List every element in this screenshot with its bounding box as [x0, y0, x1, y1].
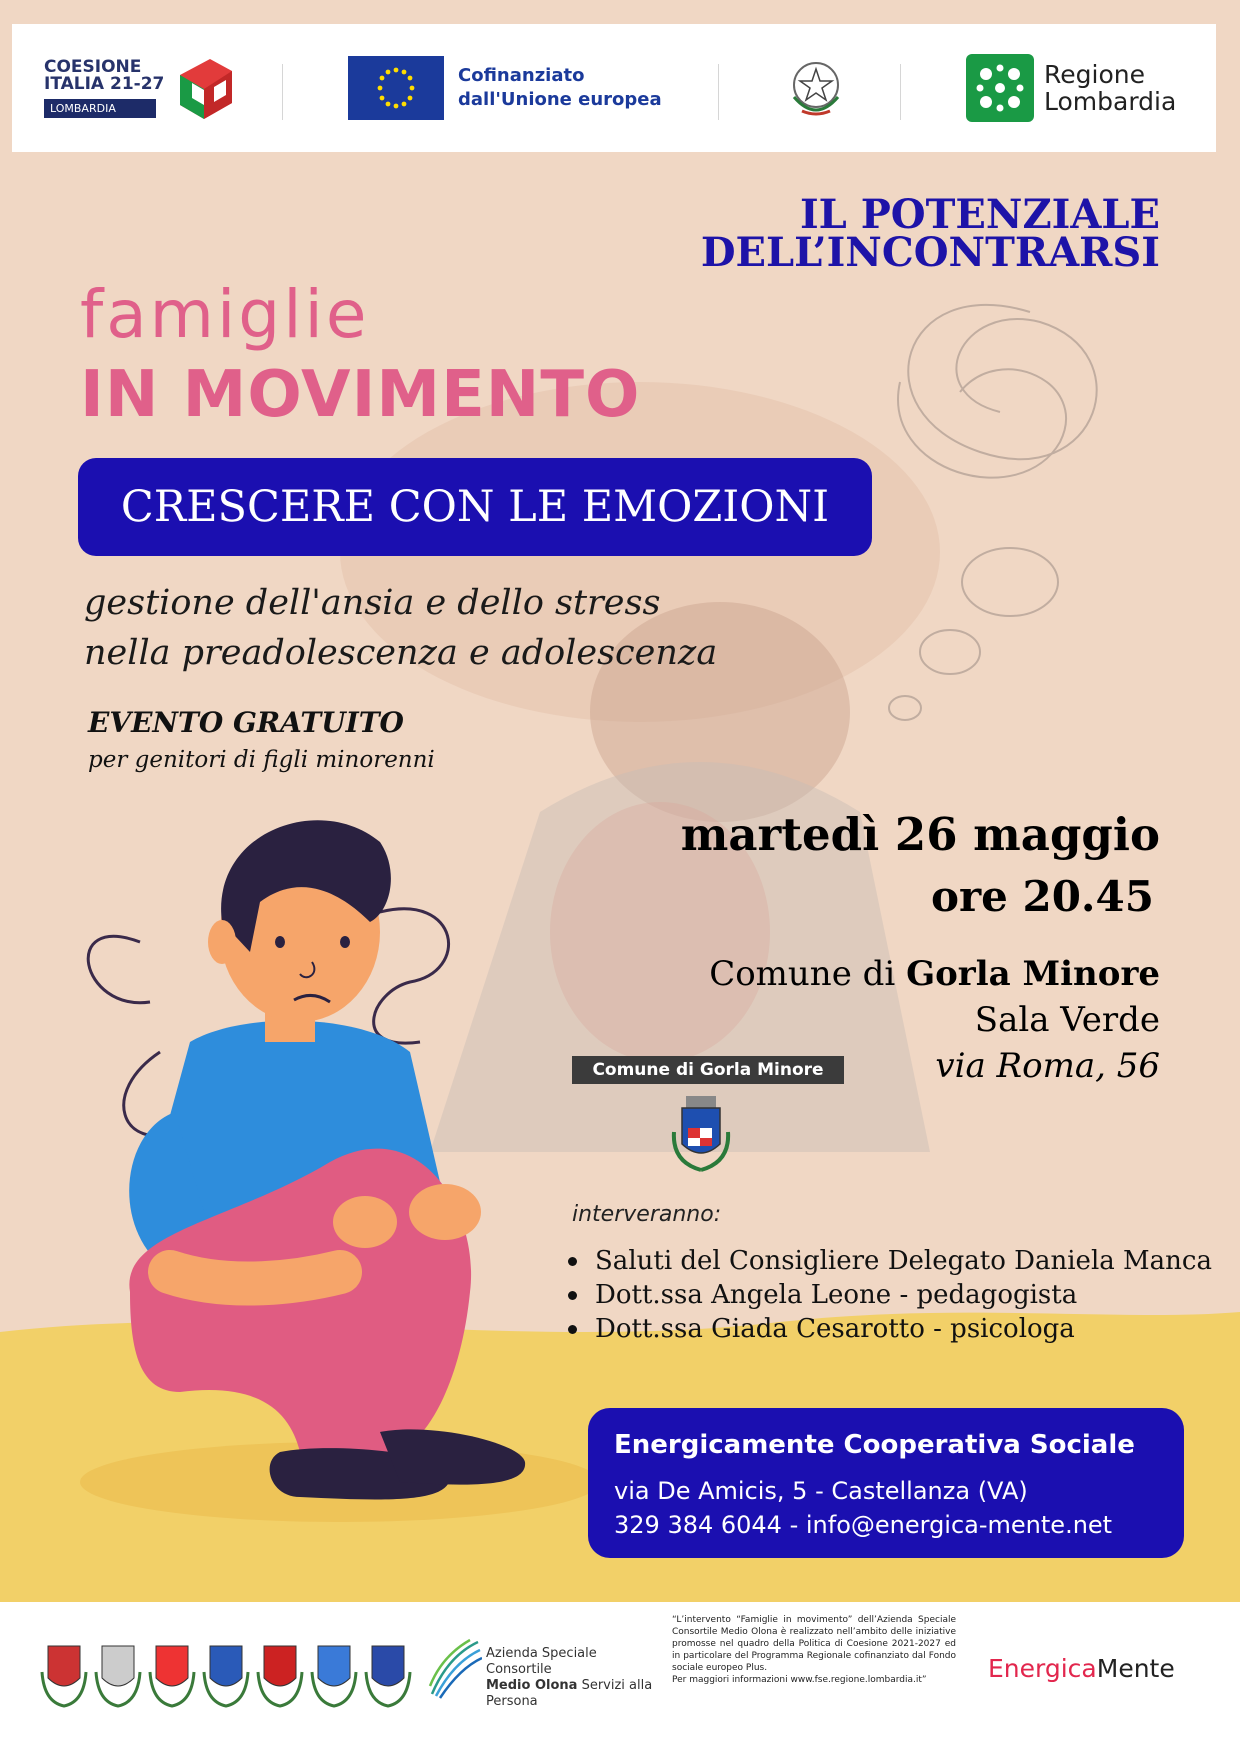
event-title: CRESCERE CON LE EMOZIONI — [120, 482, 830, 532]
crest-icon — [204, 1646, 248, 1706]
eu-flag-icon — [348, 56, 444, 120]
medio-olona-icon — [428, 1636, 482, 1700]
crest-icon — [312, 1646, 356, 1706]
bullet-icon — [568, 1291, 577, 1300]
venue-hall: Sala Verde — [974, 1000, 1160, 1040]
footer — [0, 1602, 1240, 1754]
rosa-camuna-icon — [966, 54, 1034, 122]
venue-town: Gorla Minore — [906, 954, 1160, 994]
medio-line1: Azienda Speciale Consortile — [486, 1646, 597, 1677]
speakers-label: interveranno: — [572, 1202, 722, 1227]
comune-badge: Comune di Gorla Minore — [572, 1056, 844, 1084]
funding-disclaimer — [672, 1614, 956, 1686]
project-title — [700, 191, 1160, 276]
crest-icon — [366, 1646, 410, 1706]
project-title-line2: DELL’INCONTRARSI — [700, 229, 1160, 276]
crest-icon — [258, 1646, 302, 1706]
brand-famiglie: famiglie — [80, 276, 370, 353]
em-logo-part2: Mente — [1096, 1654, 1175, 1683]
coesione-cube-icon — [170, 53, 236, 123]
subtitle-line1: gestione dell'ansia e dello stress — [84, 583, 661, 623]
speakers-list — [568, 1244, 1212, 1346]
speaker-text: Dott.ssa Giada Cesarotto - psicologa — [595, 1314, 1075, 1344]
coesione-line2: ITALIA 21-27 — [44, 73, 165, 94]
municipality-crests — [40, 1632, 420, 1712]
crest-icon — [42, 1646, 86, 1706]
list-item — [568, 1312, 1212, 1346]
brand-in-movimento: IN MOVIMENTO — [80, 358, 641, 432]
eu-cofunded-logo — [348, 24, 662, 152]
eu-line2: dall'Unione europea — [458, 89, 662, 110]
coesione-line1: COESIONE — [44, 56, 142, 77]
speaker-text: Dott.ssa Angela Leone - pedagogista — [595, 1280, 1078, 1310]
medio-line3: Persona — [486, 1694, 538, 1709]
disclaimer-link[interactable]: Per maggiori informazioni www.fse.regione.lombardia.it” — [672, 1675, 927, 1685]
medio-line2-rest: Servizi alla — [577, 1678, 653, 1693]
venue-address: via Roma, 56 — [935, 1046, 1160, 1086]
contact-address: via De Amicis, 5 - Castellanza (VA) — [614, 1477, 1028, 1505]
divider — [900, 64, 901, 120]
contact-box — [588, 1408, 1184, 1558]
eu-line1: Cofinanziato — [458, 65, 585, 86]
coesione-region: LOMBARDIA — [44, 99, 156, 118]
disclaimer-text: “L’intervento “Famiglie in movimento” dell’Azienda Speciale Consortile Medio Olona è realizzato nell’ambito delle iniziative promosse nel quadro della Politica di Coesione 2021-2027 ed in particolare del Programma Regionale cofinanziato dal Fondo sociale europeo Plus. — [672, 1615, 956, 1673]
free-event-audience: per genitori di figli minorenni — [88, 747, 435, 773]
event-title-banner — [78, 458, 872, 556]
venue-town-line — [709, 954, 1160, 994]
republic-emblem-icon — [784, 53, 848, 123]
medio-line2 — [486, 1678, 666, 1694]
free-event-title: EVENTO GRATUITO — [88, 706, 404, 739]
coesione-italia-logo — [44, 24, 236, 152]
energicamente-logo — [988, 1654, 1175, 1683]
medio-line2-bold: Medio Olona — [486, 1678, 578, 1693]
crest-icon — [96, 1646, 140, 1706]
bullet-icon — [568, 1325, 577, 1334]
list-item — [568, 1244, 1212, 1278]
regione-line2: Lombardia — [1044, 87, 1177, 116]
bullet-icon — [568, 1257, 577, 1266]
regione-line1: Regione — [1044, 60, 1145, 89]
comune-crest-icon — [668, 1092, 734, 1176]
contact-phone-email[interactable]: 329 384 6044 - info@energica-mente.net — [614, 1511, 1113, 1539]
venue-prefix: Comune di — [709, 954, 907, 994]
regione-lombardia-logo — [966, 24, 1176, 152]
italian-republic-emblem — [784, 24, 848, 152]
medio-olona-name — [486, 1646, 666, 1710]
logo-header-bar — [12, 24, 1216, 152]
subtitle-line2: nella preadolescenza e adolescenza — [84, 633, 718, 673]
project-title-line1: IL POTENZIALE — [799, 191, 1160, 238]
event-time: ore 20.45 — [930, 872, 1154, 921]
divider — [282, 64, 283, 120]
crest-icon — [150, 1646, 194, 1706]
contact-org: Energicamente Cooperativa Sociale — [614, 1430, 1135, 1460]
divider — [718, 64, 719, 120]
em-logo-part1: Energica — [988, 1654, 1097, 1683]
speaker-text: Saluti del Consigliere Delegato Daniela Manca — [595, 1246, 1212, 1276]
event-date: martedì 26 maggio — [680, 808, 1160, 861]
list-item — [568, 1278, 1212, 1312]
event-subtitle — [84, 578, 717, 678]
